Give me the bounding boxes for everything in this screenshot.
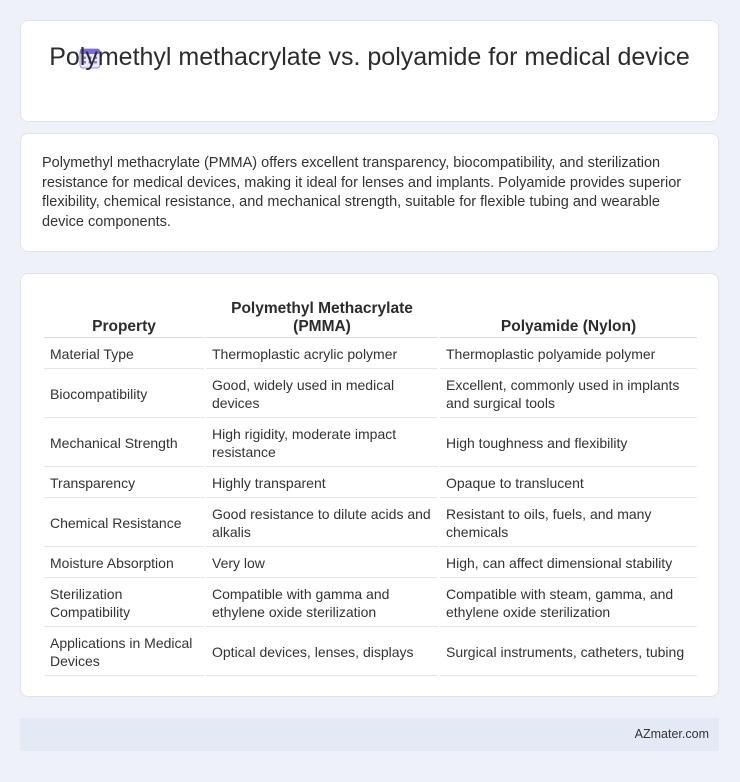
cell-polyamide: Opaque to translucent: [440, 469, 697, 498]
header-property: Property: [44, 296, 204, 338]
table-row: [44, 580, 697, 627]
cell-property: Biocompatibility: [44, 371, 204, 418]
cell-property: Moisture Absorption: [44, 549, 204, 578]
cell-property: Applications in Medical Devices: [44, 629, 204, 676]
table-row: [44, 549, 697, 578]
cell-property: Chemical Resistance: [44, 500, 204, 547]
table-row: [44, 420, 697, 467]
page-title: Polymethyl methacrylate vs. polyamide for medical device: [49, 43, 690, 71]
comparison-table: [42, 294, 699, 678]
cell-polyamide: Compatible with steam, gamma, and ethylene oxide sterilization: [440, 580, 697, 627]
summary-card: [20, 133, 719, 252]
cell-polyamide: Thermoplastic polyamide polymer: [440, 340, 697, 369]
cell-property: Material Type: [44, 340, 204, 369]
comparison-table-card: [20, 273, 719, 697]
page-title-wrap: [21, 43, 718, 72]
table-header-row: [44, 296, 697, 338]
table-row: [44, 629, 697, 676]
header-polyamide: Polyamide (Nylon): [440, 296, 697, 338]
table-row: [44, 500, 697, 547]
cell-pmma: High rigidity, moderate impact resistance: [206, 420, 438, 467]
cell-pmma: Highly transparent: [206, 469, 438, 498]
cell-property: Sterilization Compatibility: [44, 580, 204, 627]
cell-pmma: Good, widely used in medical devices: [206, 371, 438, 418]
cell-polyamide: Surgical instruments, catheters, tubing: [440, 629, 697, 676]
cell-pmma: Compatible with gamma and ethylene oxide sterilization: [206, 580, 438, 627]
cell-property: Mechanical Strength: [44, 420, 204, 467]
cell-polyamide: High, can affect dimensional stability: [440, 549, 697, 578]
cell-polyamide: Resistant to oils, fuels, and many chemicals: [440, 500, 697, 547]
cell-property: Transparency: [44, 469, 204, 498]
table-row: [44, 340, 697, 369]
summary-text: Polymethyl methacrylate (PMMA) offers excellent transparency, biocompatibility, and sterilization resistance for medical devices, making it ideal for lenses and implants. Polyamide provides superior flexibility, chemical resistance, and mechanical strength, suitable for flexible tubing and wearable device components.: [42, 155, 682, 230]
footer-bar: [20, 718, 719, 751]
table-row: [44, 371, 697, 418]
cell-pmma: Good resistance to dilute acids and alkalis: [206, 500, 438, 547]
table-row: [44, 469, 697, 498]
title-card: [20, 20, 719, 122]
header-pmma: Polymethyl Methacrylate (PMMA): [206, 296, 438, 338]
cell-pmma: Very low: [206, 549, 438, 578]
cell-polyamide: High toughness and flexibility: [440, 420, 697, 467]
cell-polyamide: Excellent, commonly used in implants and surgical tools: [440, 371, 697, 418]
cell-pmma: Optical devices, lenses, displays: [206, 629, 438, 676]
cell-pmma: Thermoplastic acrylic polymer: [206, 340, 438, 369]
footer-brand[interactable]: AZmater.com: [634, 727, 709, 741]
